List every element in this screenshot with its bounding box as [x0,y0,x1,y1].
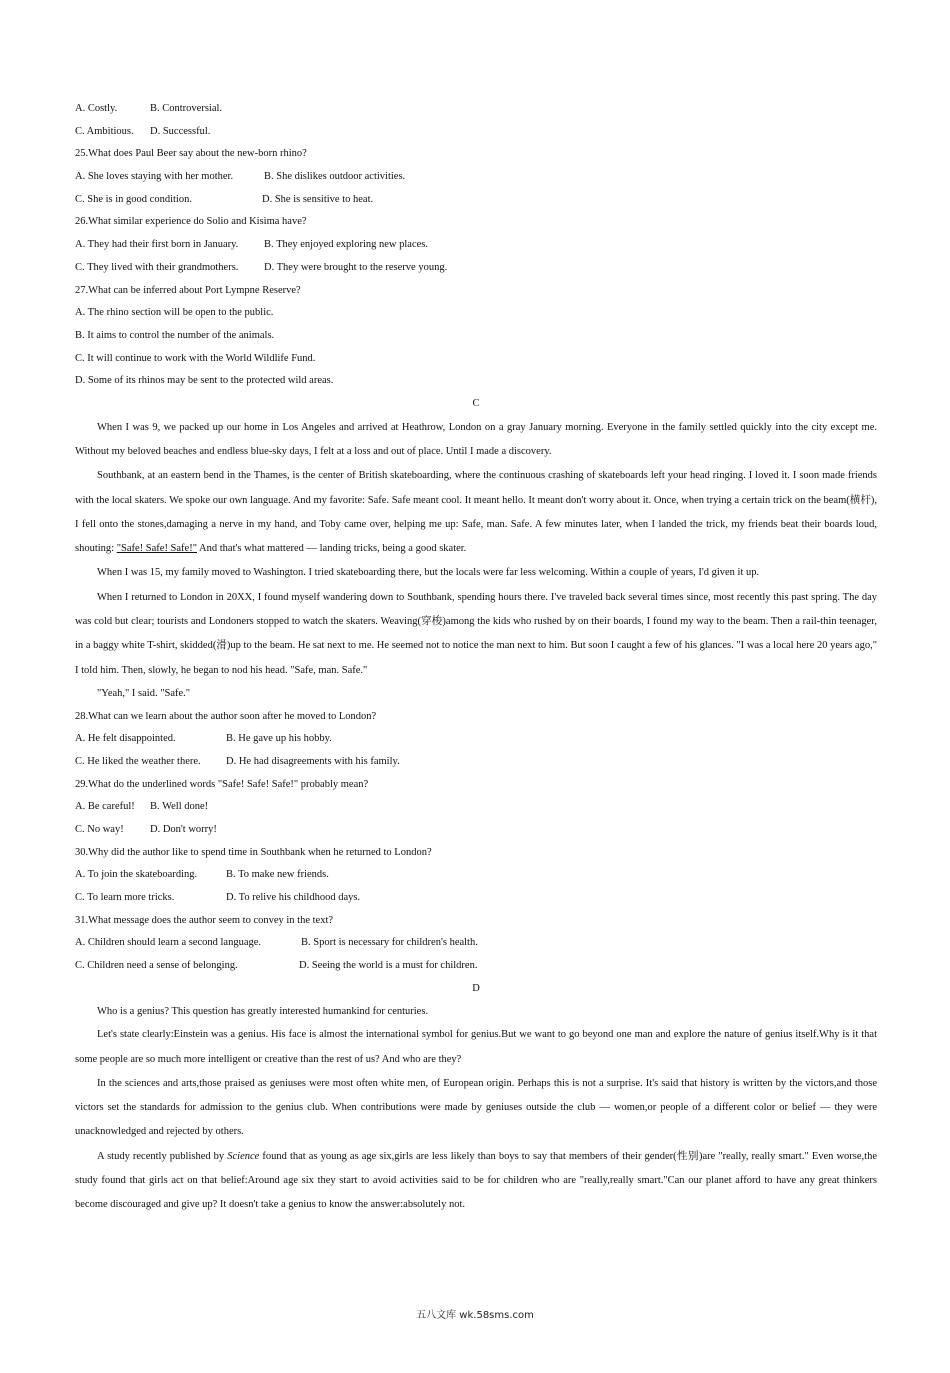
q30-options-row1 [75,864,877,887]
q25-option-a: A. She loves staying with her mother. [75,171,234,183]
q28-option-a: A. He felt disappointed. [75,733,176,745]
q24-option-a: A. Costly. [75,103,118,114]
q27-option-a: A. The rhino section will be open to the public. [75,307,274,319]
q26-option-a: A. They had their first born in January. [75,239,239,251]
section-c-paragraph-1: When I was 9, we packed up our home in Los Angeles and arrived at Heathrow, London on a gray January morning. Everyone in the family settled quickly into the city except me. Without my beloved beaches and endless blue-sky days, I felt at a loss and out of place. Until I made a discovery. [75,421,877,457]
q29-option-c: C. No way! [75,824,124,836]
page-footer: 五八文库 wk.58sms.com [416,1310,534,1321]
q26-option-c: C. They lived with their grandmothers. [75,261,239,273]
q31-options-row1 [75,932,877,955]
section-d-heading: D [472,982,480,994]
document-page [75,98,877,1218]
section-d-paragraph-4 [75,1145,877,1218]
section-d-paragraph-1: Who is a genius? This question has greatly interested humankind for centuries. [97,1005,429,1017]
q31-options-row2 [75,955,877,978]
section-c-paragraph-4: When I returned to London in 20XX, I found myself wandering down to Southbank, spending hours there. I've traveled back several times since, most recently this past spring. The day was cold but clear; tourists and Londoners stopped to watch the skaters. Weaving(穿梭)among the kids who rushed by on their boards, I found my way to the beam. Then a rail-thin teenager, in a baggy white T-shirt, skidded(滑)up to the beam. He sat next to me. He seemed not to notice the man next to him. But soon I caught a few of his glances. "I was a local here 20 years ago," I told him. Then, slowly, he began to nod his head. "Safe, man. Safe." [75,591,877,676]
q30-options-row2 [75,887,877,910]
q29-option-a: A. Be careful! [75,801,135,813]
q25-option-d: D. She is sensitive to heat. [262,193,374,205]
section-d-paragraph-2: Let's state clearly:Einstein was a genius. His face is almost the international symbol for genius.But we want to go beyond one man and explore the nature of genius itself.Why is it that some people are so much more intelligent or creative than the rest of us? And who are they? [75,1029,877,1065]
q28-option-b: B. He gave up his hobby. [226,733,332,745]
q27-option-d: D. Some of its rhinos may be sent to the protected wild areas. [75,375,334,387]
q25-option-c: C. She is in good condition. [75,193,192,205]
underlined-phrase: "Safe! Safe! Safe!" [116,543,198,555]
q25-options-row2 [75,189,877,212]
q25-question: 25.What does Paul Beer say about the new-born rhino? [75,148,307,160]
q31-option-b: B. Sport is necessary for children's health. [301,937,478,949]
section-c-paragraph-3: When I was 15, my family moved to Washington. I tried skateboarding there, but the locals were far less welcoming. Within a couple of years, I'd given it up. [97,567,760,579]
q25-options-row1 [75,166,877,189]
q27-question: 27.What can be inferred about Port Lympne Reserve? [75,284,301,296]
q25-option-b: B. She dislikes outdoor activities. [264,171,406,183]
q24-option-c: C. Ambitious. [75,125,134,137]
journal-name: Science [227,1150,260,1162]
q28-question: 28.What can we learn about the author soon after he moved to London? [75,710,377,722]
q30-option-d: D. To relive his childhood days. [226,892,361,904]
q31-option-d: D. Seeing the world is a must for children. [299,960,478,972]
q30-option-b: B. To make new friends. [226,869,329,881]
section-c-heading: C [472,397,480,409]
q29-question: 29.What do the underlined words "Safe! Safe! Safe!" probably mean? [75,778,369,790]
q26-option-d: D. They were brought to the reserve young. [264,261,448,273]
q28-option-d: D. He had disagreements with his family. [226,755,400,767]
section-c-paragraph-2-tail: And that's what mattered — landing tricks, being a good skater. [197,543,467,555]
q26-question: 26.What similar experience do Solio and Kisima have? [75,216,307,228]
q28-option-c: C. He liked the weather there. [75,755,201,767]
q29-option-d: D. Don't worry! [150,824,217,836]
q31-question: 31.What message does the author seem to convey in the text? [75,914,334,926]
section-c-paragraph-2 [75,464,877,561]
q30-question: 30.Why did the author like to spend time in Southbank when he returned to London? [75,846,432,858]
section-c-paragraph-2-text: Southbank, at an eastern bend in the Thames, is the center of British skateboarding, where the continuous crashing of skateboards left your head ringing. I loved it. I soon made friends with the local skaters. We spoke our own language. And my favorite: Safe. Safe meant cool. It meant hello. It meant don't worry about it. Once, when trying a certain trick on the beam(横杆), I fell onto the stones,damaging a nerve in my hand, and Toby came over, helping me up: Safe, man. Safe. A few minutes later, when I landed the trick, my friends beat their boards loud, shouting: [75,470,877,555]
q29-options-row2 [75,819,877,842]
q24-option-b: B. Controversial. [150,103,223,114]
q26-options-row2 [75,257,877,280]
q24-option-d: D. Successful. [150,125,211,137]
section-c-paragraph-5: "Yeah," I said. "Safe." [97,687,191,699]
q24-options-row1 [75,98,877,121]
q28-options-row1 [75,728,877,751]
q28-options-row2 [75,751,877,774]
q24-options-row2 [75,121,877,144]
q27-option-b: B. It aims to control the number of the animals. [75,329,275,341]
q29-options-row1 [75,796,877,819]
q31-option-a: A. Children should learn a second language. [75,937,262,949]
section-d-paragraph-4-text: A study recently published by [97,1150,228,1162]
q31-option-c: C. Children need a sense of belonging. [75,960,238,972]
q26-option-b: B. They enjoyed exploring new places. [264,239,428,251]
section-d-paragraph-4-tail: found that as young as age six,girls are less likely than boys to say that members of their gender(性别)are "really, really smart." Even worse,the study found that girls act on that belief:Around age six they start to avoid activities said to be for children who are "really,really smart."Can our planet afford to have any great thinkers become discouraged and give up? It doesn't take a genius to know the answer:absolutely not. [75,1150,877,1211]
q27-option-c: C. It will continue to work with the World Wildlife Fund. [75,352,316,364]
q30-option-a: A. To join the skateboarding. [75,869,198,881]
q29-option-b: B. Well done! [150,801,209,813]
section-d-paragraph-3: In the sciences and arts,those praised as geniuses were most often white men, of European origin. Perhaps this is not a surprise. It's said that history is written by the victors,and those victors set the standards for admission to the genius club. When contributions were made by geniuses outside the club — women,or people of a different color or belief — they were unacknowledged and rejected by others. [75,1077,877,1138]
q26-options-row1 [75,234,877,257]
q30-option-c: C. To learn more tricks. [75,892,175,904]
